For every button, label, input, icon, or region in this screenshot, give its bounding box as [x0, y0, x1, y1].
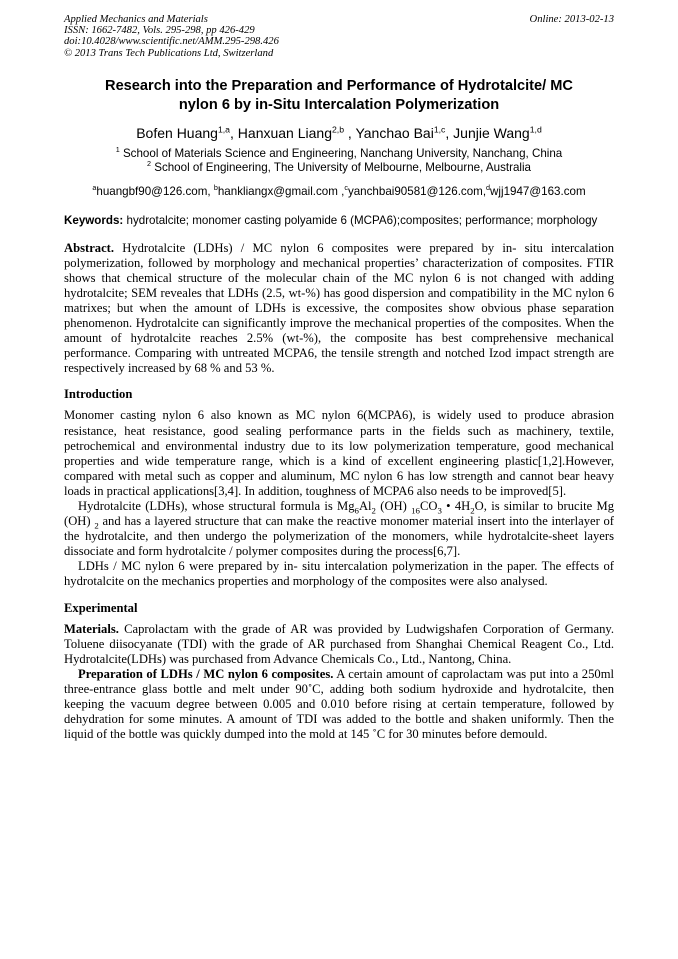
- author-name: , Yanchao Bai: [344, 124, 434, 141]
- email-link[interactable]: yanchbai90581@126.com,: [347, 185, 487, 198]
- intro-paragraph-1: Monomer casting nylon 6 also known as MC nylon 6(MCPA6), is widely used to produce abrasion resistance, heat resistance, good sealing performance parts in the fields such as machinery, textile, petrochemical and environmental industry due to its low polymerization temperature, good mechanical properties and wide temperature range, which is a kind of excellent engineering plastic[1,2].However, compared with metal such as copper and aluminum, MC nylon 6 has low strength and cannot bear heavy loads in practical applications[3,4]. In addition, toughness of MCPA6 also needs to be improved[5].: [64, 408, 614, 498]
- text-run: and has a layered structure that can make the reactive monomer material insert into the interlayer of the hydrotalcite, and then undergo the polymerization of the monomers, while hydrotalcite-sheet layers dissociate and form hydrotalcite / polymer composites during the process[6,7].: [64, 514, 615, 559]
- experimental-section: [64, 601, 614, 743]
- copyright-line: © 2013 Trans Tech Publications Ltd, Switzerland: [64, 47, 274, 59]
- paper-title: [64, 77, 614, 115]
- email-list: [64, 185, 614, 199]
- intro-paragraph-3: LDHs / MC nylon 6 were prepared by in- situ intercalation polymerization in the paper. The effects of hydrotalcite on the mechanics properties and morphology of the composites were also analysed.: [64, 559, 614, 589]
- affiliation-sup: 1: [115, 144, 120, 154]
- preparation-paragraph: [64, 667, 614, 742]
- keywords: [64, 214, 614, 229]
- email-sup: d: [486, 183, 491, 193]
- subscript: 6: [354, 505, 359, 516]
- text-run: (OH): [375, 499, 412, 513]
- experimental-heading: Experimental: [64, 600, 138, 615]
- abstract-label: Abstract.: [64, 240, 115, 255]
- affiliations: [64, 144, 614, 176]
- email-link[interactable]: hankliangx@gmail.com ,: [217, 185, 345, 198]
- text-run: Al: [358, 499, 372, 513]
- affiliation-text: School of Materials Science and Engineering, Nanchang University, Nanchang, China: [119, 146, 563, 160]
- author-sup: 1,a: [217, 124, 231, 135]
- title-line-2: nylon 6 by in-Situ Intercalation Polymerization: [178, 96, 500, 113]
- author-sup: 1,c: [433, 124, 446, 135]
- subscript: 16: [411, 505, 420, 516]
- doi-line: doi:10.4028/www.scientific.net/AMM.295-298.426: [64, 36, 279, 48]
- text-run: • 4H: [441, 499, 471, 513]
- journal-name: Applied Mechanics and Materials: [64, 14, 208, 25]
- email-sup: a: [92, 183, 97, 193]
- author-sup: 1,d: [529, 124, 542, 135]
- affiliation-2: [64, 161, 614, 176]
- preparation-text: A certain amount of caprolactam was put into a 250ml three-entrance glass bottle and melt under 90˚C, adding both sodium hydroxide and hydrotalcite, then keeping the vacuum degree between 0.005 and 0.010 before rising at certain temperature, followed by dehydration for some minutes. A amount of TDI was added to the bottle and shaken uniformly. Then the liquid of the bottle was quickly dumped into the mold at 145 ˚C for 30 minutes before demould.: [64, 666, 614, 742]
- subscript: 2: [470, 505, 475, 516]
- author-name: , Junjie Wang: [445, 124, 530, 141]
- email-link[interactable]: huangbf90@126.com,: [96, 185, 214, 198]
- materials-label: Materials.: [64, 621, 119, 636]
- introduction-heading: Introduction: [64, 387, 133, 402]
- email-link[interactable]: wjj1947@163.com: [490, 185, 586, 198]
- keywords-label: Keywords:: [64, 214, 124, 227]
- abstract-text: Hydrotalcite (LDHs) / MC nylon 6 composites were prepared by in- situ intercalation polymerization, followed by morphology and mechanical properties’ characterization of composites. FTIR shows that chemical structure of the molecular chain of the MC nylon 6 is not changed with adding hydrotalcite; SEM reveales that LDHs (2.5, wt-%) has good dispersion and compatibility in the MC nylon 6 matrixes; but when the amount of LDHs is excessive, the composites show obvious phase separation phenomenon. Hydrotalcite can significantly improve the mechanical properties of the composites. When the amount of hydrotalcite reaches 2.5% (wt-%), the composite has best comprehensive mechanical performance. Comparing with untreated MCPA6, the tensile strength and notched Izod impact strength are respectively increased by 68 % and 53 %.: [64, 240, 614, 376]
- text-run: CO: [419, 499, 438, 513]
- subscript: 3: [437, 505, 442, 516]
- intro-paragraph-2: [64, 499, 614, 559]
- abstract: [64, 241, 614, 377]
- affiliation-text: School of Engineering, The University of Melbourne, Melbourne, Australia: [150, 161, 531, 175]
- keywords-text: hydrotalcite; monomer casting polyamide 6 (MCPA6);composites; performance; morphology: [123, 214, 598, 227]
- title-line-1: Research into the Preparation and Performance of Hydrotalcite/ MC: [105, 77, 573, 94]
- preparation-label: Preparation of LDHs / MC nylon 6 composites.: [78, 666, 334, 681]
- author-name: Bofen Huang: [136, 124, 218, 141]
- author-sup: 2,b: [331, 124, 345, 135]
- subscript: 2: [94, 520, 99, 531]
- text-run: Hydrotalcite (LDHs), whose structural formula is Mg: [78, 499, 355, 513]
- journal-header: [64, 14, 614, 59]
- text-run: O, is similar to brucite Mg (OH): [64, 499, 615, 529]
- introduction-section: [64, 387, 614, 589]
- materials-text: Caprolactam with the grade of AR was provided by Ludwigshafen Corporation of Germany. Toluene diisocyanate (TDI) with the grade of AR purchased from Shanghai Chemical Reagent Co., Ltd. Hydrotalcite(LDHs) was purchased from Advance Chemicals Co., Ltd., Nantong, China.: [64, 621, 614, 666]
- issn-line: ISSN: 1662-7482, Vols. 295-298, pp 426-429: [64, 25, 255, 37]
- email-sup: b: [213, 183, 218, 193]
- online-date: Online: 2013-02-13: [529, 14, 614, 25]
- affiliation-sup: 2: [146, 159, 151, 169]
- email-sup: c: [344, 183, 348, 193]
- author-list: [64, 124, 614, 142]
- materials-paragraph: [64, 622, 614, 667]
- subscript: 2: [371, 505, 376, 516]
- author-name: , Hanxuan Liang: [230, 124, 332, 141]
